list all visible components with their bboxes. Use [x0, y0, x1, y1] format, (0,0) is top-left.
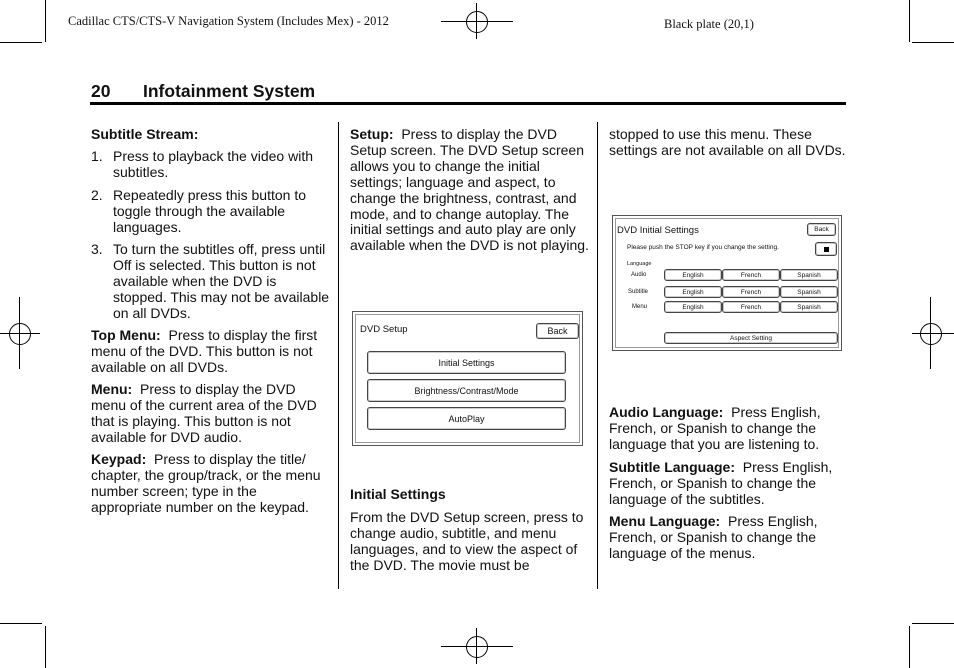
subtitle-language-paragraph: Subtitle Language: Press English, French, or Spanish to change the language of the subtitles.: [609, 459, 833, 507]
menu-french-button[interactable]: French: [722, 301, 780, 313]
row-label-audio: Audio: [631, 272, 647, 278]
list-item: 3. To turn the subtitles off, press until Off is selected. This button is not available when the DVD is stopped. This may not be available on all DVDs.: [91, 240, 330, 321]
header-rule: [90, 102, 846, 105]
column-3: [609, 127, 849, 165]
top-menu-paragraph: Top Menu: Press to display the first menu of the DVD. This button is not available on all DVDs.: [91, 326, 318, 375]
subtitle-spanish-button[interactable]: Spanish: [780, 286, 838, 298]
section-title: Infotainment System: [143, 81, 316, 101]
registration-mark: [9, 323, 31, 345]
column-divider: [338, 122, 339, 589]
list-item: 2. Repeatedly press this button to toggle through the available languages.: [91, 186, 307, 235]
dvd-setup-screen: [352, 311, 583, 446]
initial-settings-button[interactable]: Initial Settings: [367, 351, 566, 374]
page-number: 20: [91, 81, 111, 101]
back-button[interactable]: Back: [536, 323, 579, 339]
audio-french-button[interactable]: French: [722, 269, 780, 281]
plate-label: Black plate (20,1): [664, 17, 754, 31]
row-label-subtitle: Subtitle: [628, 289, 649, 295]
crop-mark: [912, 42, 954, 43]
registration-mark: [441, 646, 513, 647]
registration-mark: [466, 11, 488, 33]
menu-paragraph: Menu: Press to display the DVD menu of the current area of the DVD that is playing. This button is not available for DVD audio.: [91, 381, 317, 445]
document-title: Cadillac CTS/CTS-V Navigation System (Includes Mex) - 2012: [68, 14, 389, 28]
column-2: [350, 127, 590, 261]
crop-mark: [45, 626, 46, 668]
audio-spanish-button[interactable]: Spanish: [780, 269, 838, 281]
instruction-text: Please push the STOP key if you change the setting.: [627, 244, 779, 251]
stop-button[interactable]: [815, 242, 837, 256]
registration-mark: [476, 628, 477, 664]
brightness-contrast-mode-button[interactable]: Brightness/Contrast/Mode: [367, 379, 566, 402]
crop-mark: [0, 42, 42, 43]
screen-title: DVD Initial Settings: [617, 225, 699, 236]
initial-settings-paragraph: From the DVD Setup screen, press to change audio, subtitle, and menu languages, and to view the aspect of the DVD. The movie must be: [350, 509, 584, 573]
menu-english-button[interactable]: English: [664, 301, 722, 313]
registration-mark: [441, 21, 513, 22]
crop-mark: [909, 626, 910, 668]
registration-mark: [466, 636, 488, 658]
crop-mark: [0, 623, 42, 624]
screen-title: DVD Setup: [360, 324, 408, 335]
crop-mark: [45, 0, 46, 42]
column-divider: [597, 122, 598, 589]
list-item: 1. Press to playback the video with subtitles.: [91, 148, 313, 181]
registration-mark: [476, 3, 477, 39]
autoplay-button[interactable]: AutoPlay: [367, 407, 566, 430]
setup-paragraph: Setup: Press to display the DVD Setup screen. The DVD Setup screen allows you to change the initial settings; language and aspect, to change the brightness, contrast, and mode, and to change autoplay. The initial settings and auto play are only available when the DVD is not playing.: [350, 126, 589, 254]
registration-mark: [930, 297, 931, 369]
registration-mark: [912, 333, 954, 334]
back-button[interactable]: Back: [807, 223, 836, 236]
aspect-setting-button[interactable]: Aspect Setting: [664, 332, 838, 344]
menu-language-paragraph: Menu Language: Press English, French, or Spanish to change the language of the menus.: [609, 513, 818, 561]
dvd-initial-settings-screen: [612, 215, 842, 351]
audio-english-button[interactable]: English: [664, 269, 722, 281]
subtitle-english-button[interactable]: English: [664, 286, 722, 298]
continued-paragraph: stopped to use this menu. These settings are not available on all DVDs.: [609, 126, 846, 158]
registration-mark: [19, 297, 20, 369]
column-1: [91, 127, 331, 522]
initial-settings-heading: Initial Settings: [350, 486, 446, 502]
registration-mark: [0, 333, 40, 334]
crop-mark: [912, 623, 954, 624]
subtitle-stream-heading: Subtitle Stream:: [91, 126, 199, 142]
menu-spanish-button[interactable]: Spanish: [780, 301, 838, 313]
stop-icon: [824, 247, 829, 252]
subtitle-french-button[interactable]: French: [722, 286, 780, 298]
audio-language-paragraph: Audio Language: Press English, French, or Spanish to change the language that you are listening to.: [609, 404, 821, 452]
crop-mark: [909, 0, 910, 42]
registration-mark: [920, 323, 942, 345]
keypad-paragraph: Keypad: Press to display the title/ chapter, the group/track, or the menu number screen; type in the appropriate number on the keypad.: [91, 451, 321, 516]
row-label-menu: Menu: [632, 304, 648, 310]
language-heading: Language: [627, 261, 652, 267]
